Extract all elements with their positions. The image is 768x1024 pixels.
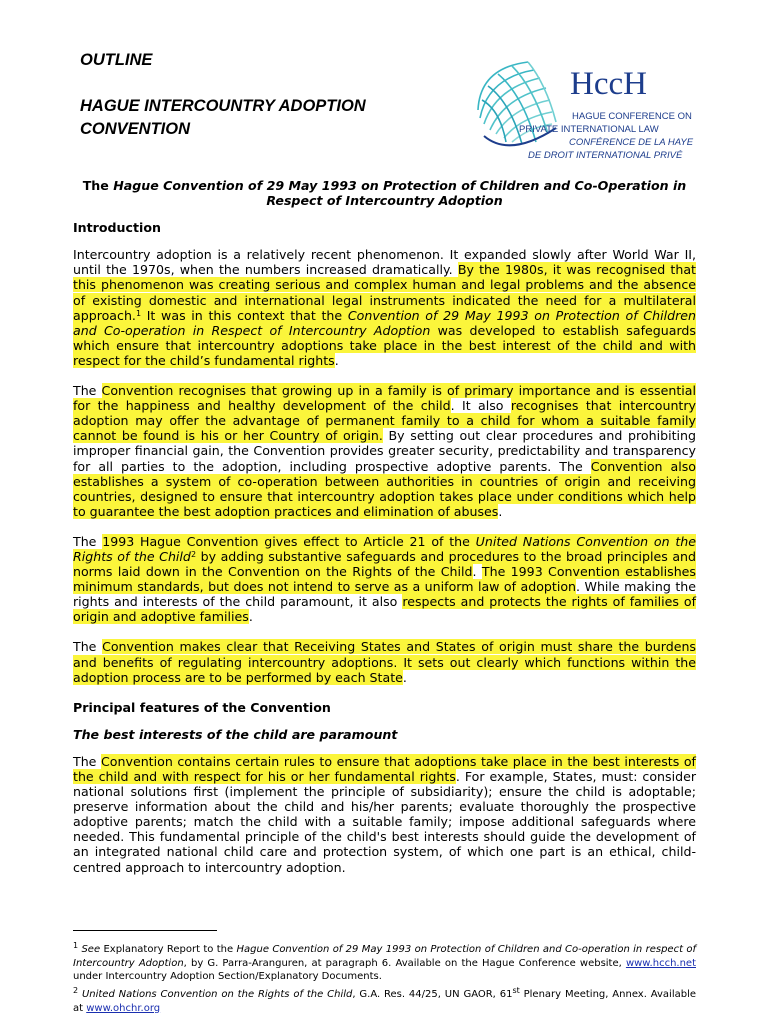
document-header <box>80 49 366 141</box>
intro-paragraph-2: The Convention recognises that growing up in a family is of primary importance and is essential for the happiness and healthy development of the child. It also recognises that intercountry adoption may offer the advantage of permanent family to a child for whom a suitable family cannot be found is his or her Country of origin. By setting out clear procedures and prohibiting improper financial gain, the Convention provides greater security, predictability and transparency for all parties to the adoption, including prospective adoptive parents. The Convention also establishes a system of co-operation between authorities in countries of origin and receiving countries, designed to ensure that intercountry adoption takes place under conditions which help to guarantee the best adoption practices and elimination of abuses. <box>73 383 696 519</box>
logo-line-3: CONFÉRENCE DE LA HAYE <box>569 137 694 148</box>
outline-label: OUTLINE <box>80 51 153 69</box>
document-title-line1: HAGUE INTERCOUNTRY ADOPTION <box>80 97 366 115</box>
footnote-1: $^1$ See Explanatory Report to the Hague Convention of 29 May 1993 on Protection of Children and Co-operation in respect of Intercountry Adoption, by G. Parra-Aranguren, at paragraph 6. Available on the Hague Conference website, www.hcch.net under Intercountry Adoption Section/Explanatory Documents. <box>73 941 696 982</box>
footnote-divider <box>73 930 217 931</box>
hcch-brand: HccH <box>570 66 647 102</box>
hcch-logo <box>470 50 700 165</box>
principal-features-heading: Principal features of the Convention <box>73 699 331 715</box>
globe-icon <box>470 50 570 162</box>
document-title-line2: CONVENTION <box>80 120 191 138</box>
logo-line-1: HAGUE CONFERENCE ON <box>572 111 692 122</box>
document-body <box>73 178 696 890</box>
intro-paragraph-3: The 1993 Hague Convention gives effect to Article 21 of the United Nations Convention on the Rights of the Child$^2$ by adding substantive safeguards and procedures to the broad principles and norms laid down in the Convention on the Rights of the Child. The 1993 Convention establishes minimum standards, but does not intend to serve as a uniform law of adoption. While making the rights and interests of the child paramount, it also respects and protects the rights of families of origin and adoptive families. <box>73 533 697 625</box>
hcch-website-link[interactable]: www.hcch.net <box>625 957 696 969</box>
ohchr-website-link[interactable]: www.ohchr.org <box>86 1002 161 1014</box>
logo-line-4: DE DROIT INTERNATIONAL PRIVÉ <box>528 150 683 161</box>
intro-paragraph-4: The Convention makes clear that Receiving States and States of origin must share the burdens and benefits of regulating intercountry adoptions. It sets out clearly which functions within the adoption process are to be performed by each State. <box>73 639 696 685</box>
best-interests-heading: The best interests of the child are paramount <box>73 726 398 742</box>
best-interests-paragraph: The Convention contains certain rules to ensure that adoptions take place in the best interests of the child and with respect for his or her fundamental rights. For example, States, must: consider national solutions first (implement the principle of subsidiarity); ensure the child is adoptable; preserve information about the child and his/her parents; evaluate thoroughly the prospective adoptive parents; match the child with a suitable family; impose additional safeguards where needed. This fundamental principle of the child's best interests should guide the development of an integrated national child care and protection system, of which one part is an ethical, child-centred approach to intercountry adoption. <box>73 753 697 875</box>
convention-title: The Hague Convention of 29 May 1993 on Protection of Children and Co-Operation in Respect of Intercountry Adoption <box>82 178 687 209</box>
footnote-2: $^2$ United Nations Convention on the Rights of the Child, G.A. Res. 44/25, UN GAOR, 61st Plenary Meeting, Annex. Available at www.ohchr.org <box>73 986 697 1014</box>
intro-paragraph-1: Intercountry adoption is a relatively recent phenomenon. It expanded slowly after World War II, until the 1970s, when the numbers increased dramatically. By the 1980s, it was recognised that this phenomenon was creating serious and complex human and legal problems and the absence of existing domestic and international legal instruments indicated the need for a multilateral approach.$^1$ It was in this context that the Convention of 29 May 1993 on Protection of Children and Co-operation in Respect of Intercountry Adoption was developed to establish safeguards which ensure that intercountry adoptions take place in the best interest of the child and with respect for the child’s fundamental rights. <box>73 247 696 368</box>
introduction-heading: Introduction <box>73 220 161 236</box>
logo-line-2: PRIVATE INTERNATIONAL LAW <box>519 124 659 135</box>
